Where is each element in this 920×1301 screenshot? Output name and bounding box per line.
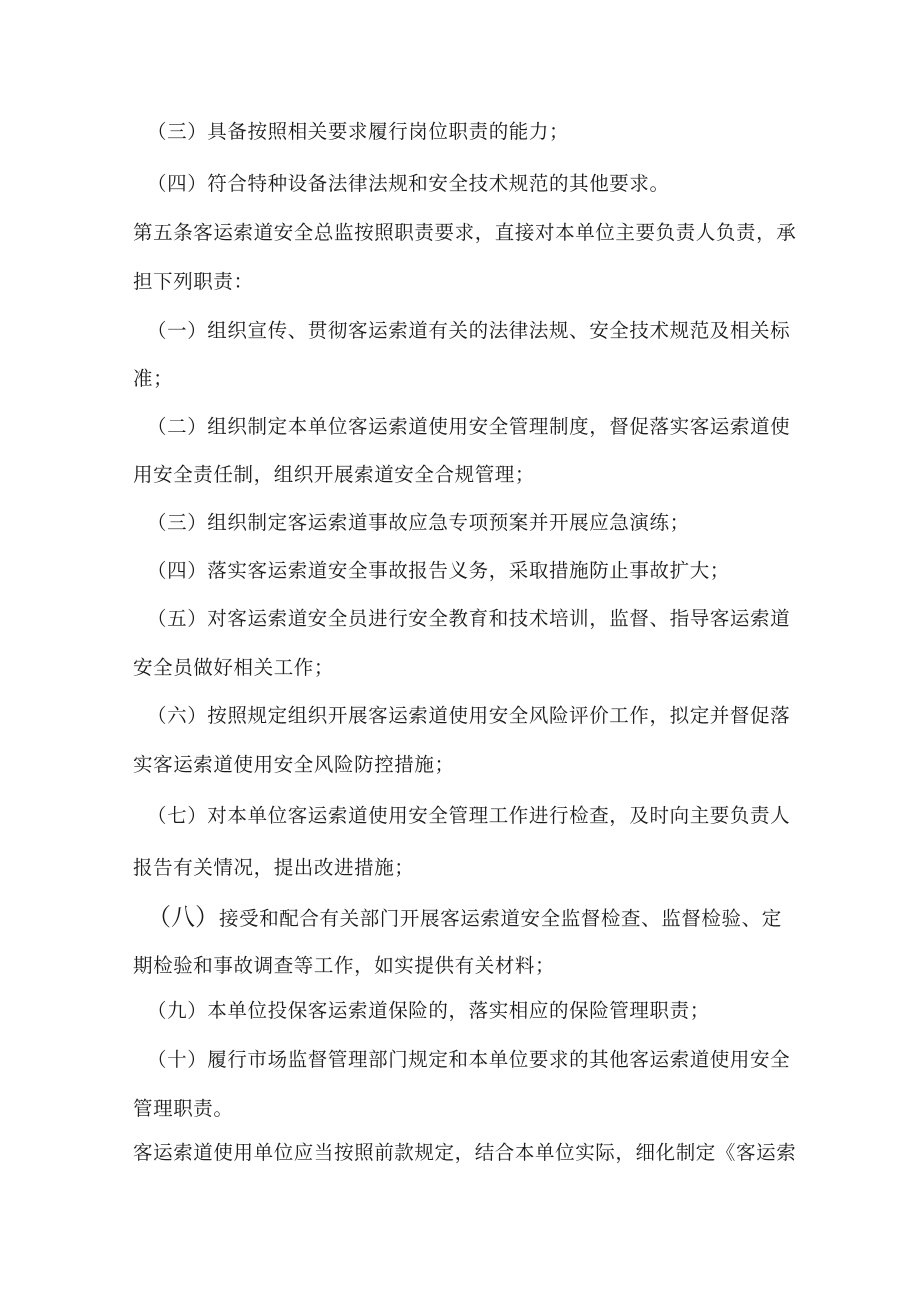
- duty-8-line-1: [133, 904, 793, 932]
- duty-1-line-2: 准；: [133, 367, 174, 390]
- duty-5-line-1: （五）对客运索道安全员进行安全教育和技术培训，监督、指导客运索道: [147, 607, 791, 630]
- duty-9: （九）本单位投保客运索道保险的，落实相应的保险管理职责；: [147, 999, 710, 1022]
- duty-8-marker: （八）: [147, 903, 219, 931]
- item-3-ability: （三）具备按照相关要求履行岗位职责的能力；: [147, 120, 570, 143]
- closing-paragraph-line-1: 客运索道使用单位应当按照前款规定，结合本单位实际，细化制定《客运索: [133, 1141, 797, 1164]
- article-5-heading-line-2: 担下列职责：: [133, 270, 254, 293]
- duty-3: （三）组织制定客运索道事故应急专项预案并开展应急演练；: [147, 511, 690, 534]
- duty-8-line-2: 期检验和事故调查等工作，如实提供有关材料；: [133, 954, 556, 977]
- duty-5-line-2: 安全员做好相关工作；: [133, 656, 335, 679]
- item-4-other-requirements: （四）符合特种设备法律法规和安全技术规范的其他要求。: [147, 172, 670, 195]
- duty-4: （四）落实客运索道安全事故报告义务，采取措施防止事故扩大；: [147, 559, 730, 582]
- duty-2-line-2: 用安全责任制，组织开展索道安全合规管理；: [133, 463, 536, 486]
- duty-7-line-2: 报告有关情况，提出改进措施；: [133, 856, 415, 879]
- duty-6-line-2: 实客运索道使用安全风险防控措施；: [133, 753, 455, 776]
- article-5-heading-line-1: 第五条客运索道安全总监按照职责要求，直接对本单位主要负责人负责，承: [133, 221, 797, 244]
- duty-10-line-1: （十）履行市场监督管理部门规定和本单位要求的其他客运索道使用安全: [147, 1048, 791, 1071]
- duty-6-line-1: （六）按照规定组织开展客运索道使用安全风险评价工作，拟定并督促落: [147, 704, 791, 727]
- duty-8-text: 接受和配合有关部门开展客运索道安全监督检查、监督检验、定: [219, 907, 782, 930]
- duty-1-line-1: （一）组织宣传、贯彻客运索道有关的法律法规、安全技术规范及相关标: [147, 319, 791, 342]
- duty-10-line-2: 管理职责。: [133, 1097, 234, 1120]
- duty-2-line-1: （二）组织制定本单位客运索道使用安全管理制度，督促落实客运索道使: [147, 415, 791, 438]
- duty-7-line-1: （七）对本单位客运索道使用安全管理工作进行检查，及时向主要负责人: [147, 804, 791, 827]
